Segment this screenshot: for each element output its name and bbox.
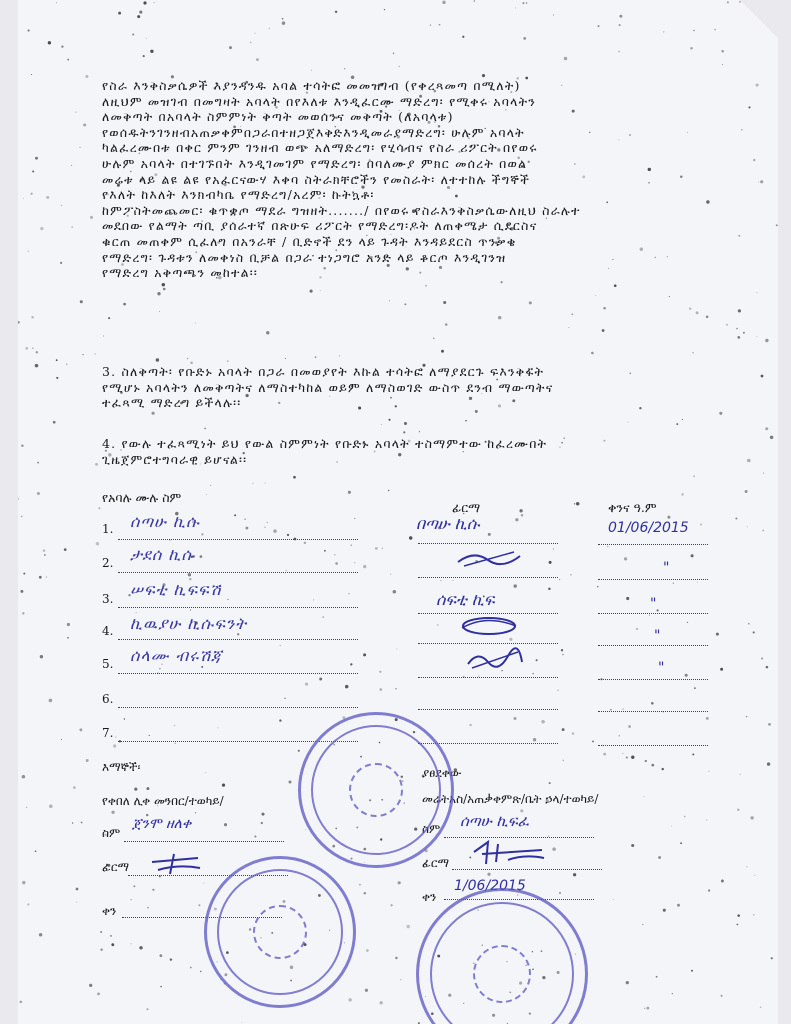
member-date: " <box>654 628 661 644</box>
row-number: 1. <box>102 522 114 536</box>
witnesses-title: እማኞች፡ <box>102 760 141 774</box>
date-line <box>598 578 708 580</box>
member-name: ሰጣሁ ኪሱ <box>130 512 200 531</box>
date-line <box>598 612 708 614</box>
left-name-line <box>124 840 284 842</box>
row-number: 6. <box>102 692 114 706</box>
approved-label: ያፀደቀው <box>422 766 462 780</box>
header-signature: ፊርማ <box>452 500 481 515</box>
document-page <box>18 0 778 1024</box>
row-number: 5. <box>102 657 114 671</box>
header-member-name: የአባሉ ሙሉ ስም <box>102 490 182 505</box>
right-signature-label: ፊርማ <box>422 856 450 870</box>
right-signature-line <box>452 868 602 870</box>
member-signature: ሰፍቲ ኪፍ <box>436 590 495 609</box>
left-name-value: ጀንሞ ዘለቀ <box>132 816 192 832</box>
official-seal-stamp <box>298 712 454 868</box>
member-date: " <box>658 660 665 676</box>
text-line: 3. ስለቅጣት፡ የቡድኑ አባላት በጋራ በመወያየት እኩል ተሳትፎ ለማያደርጉ ፍእንቅፋት <box>102 364 545 379</box>
right-date-value: 1/06/2015 <box>454 878 526 894</box>
name-line <box>118 571 358 573</box>
signature-line <box>418 708 558 710</box>
folded-corner <box>740 0 778 38</box>
paragraph-penalty <box>102 364 732 411</box>
text-line: መደበው የልማት ጣቢ ያሰራተኛ በጽሁፍ ሪፖርት የማድረግ፡ዶት ለጠቀሜታ ሲደርስና <box>102 218 538 234</box>
name-line <box>118 672 358 674</box>
text-line: የስራ እንቅስቃሴዎች እያንዳንዱ አባል ተሳትፎ መመዝገብ (የቀረጻመጣ በሚለት) <box>102 78 521 93</box>
text-line: ተፈጻሚ ማድረግ ይችላሉ፡፡ <box>102 395 242 411</box>
member-signature-scribble <box>464 646 524 672</box>
left-signature-label: ፊርማ <box>102 860 130 874</box>
signature-line <box>418 542 558 544</box>
date-line <box>598 678 708 680</box>
row-number: 3. <box>102 592 114 606</box>
date-line <box>598 644 708 646</box>
paragraph-activities <box>102 78 732 281</box>
paragraph-effectiveness <box>102 436 732 467</box>
text-line: ሁሉም አባላት በተገኙበት እንዲገመገም የማድረግ፡ በባለሙያ ምክር መሰረት በወል <box>102 155 528 171</box>
right-signature-scribble <box>468 838 548 868</box>
text-line: የማድረግ፡ ጉዳቱን ለመቀነስ ቢቻል በጋራ ተነጋግሮ አንድ ላይ ቆርጦ እንዲገንዝ <box>102 249 507 265</box>
official-seal-stamp <box>204 856 356 1008</box>
member-date: 01/06/2015 <box>608 520 689 536</box>
text-line: 4. የውሉ ተፈጻሚነት ይህ የውል ስምምነት የቡድኑ አባላት ተስማምተው ከፈረሙበት <box>102 436 548 451</box>
member-date: " <box>663 560 670 576</box>
right-name-value: ሰጣሁ ኪፍፈ <box>460 812 529 830</box>
row-number: 4. <box>102 624 114 638</box>
right-date-label: ቀን <box>422 890 437 904</box>
date-line <box>598 710 708 712</box>
member-date: " <box>650 596 657 612</box>
text-line: ለመቅጣት በአባላት ስምምነት ቅጣት መወሰንና መቅጣት (ለአባላቱ) <box>102 109 454 125</box>
text-line: የማድረግ አቅጣጫን መከተል፡፡ <box>102 265 259 281</box>
text-line: የእለት ከእለት እንክብካቤ የማድረግ/አረም፡ ኩትኳቶ፡ <box>102 187 375 203</box>
member-name: ሠፍቲ ኪፍፍሽ <box>130 580 222 599</box>
text-line: ከምፖስትመጨመር፡ ቁጥቋጦ ማደራ ግዝዘት......./ በየወሩ የስራእንቅስቃሴውለዚህ ስራሉተ <box>102 202 581 218</box>
member-name: ሰላሙ ብሩሽጃ <box>130 646 223 665</box>
signature-line <box>418 642 558 644</box>
right-name-label: ስም <box>422 822 441 836</box>
text-line: ካልፈረሙበቱ በቀር ምንም ገንዘብ ወጭ አለማድረግ፡ የሂሳብና የስራ ሪፖርት በየወሩ <box>102 140 538 156</box>
left-signature-scribble <box>148 850 204 876</box>
member-signature: በጣሁ ኪሱ <box>416 514 480 533</box>
signature-line <box>418 676 558 678</box>
text-line: ለዚህም መዝገብ በመግዛት አባላት በየእለቱ እንዲፈርሙ ማድረግ፡ የሚቀሩ አባላትን <box>102 93 536 109</box>
member-name: ኪዉያሁ ኪሱፍንት <box>130 614 248 633</box>
text-line: ጊዜጀምሮተግባራዊ ይሆናል፡፡ <box>102 451 248 467</box>
header-date: ቀንና ዓ.ም <box>608 500 657 515</box>
text-line: ቁርጠ መጠቀም ሲፈለግ በአንራቸ / ቢድኖች ደን ላይ ጉዳት እንዳይደርስ ጥንቃቄ <box>102 233 517 249</box>
member-name: ታደሰ ኪሱ <box>130 545 196 564</box>
received-by-label: የቀበለ ሊቀ መንበር/ተወካይ/ <box>102 794 224 808</box>
left-date-label: ቀን <box>102 904 117 918</box>
member-signature-scribble <box>456 614 522 638</box>
name-line <box>118 538 358 540</box>
date-line <box>598 744 708 746</box>
row-number: 2. <box>102 556 114 570</box>
text-line: የወሰዱትንገንዘብአጠቃቀምበጋራበተዘጋጀእቅድእንዲመራያማድረግ፡ ሁሉም አባላት <box>102 124 525 140</box>
text-line: የሚሆኑ አባላትን ለመቅጣትና ለማስተካከል ወይም ለማስወገድ ውስጥ ደንብ ማውጣትና <box>102 379 554 395</box>
member-signature-scribble <box>454 548 524 570</box>
name-line <box>118 638 358 640</box>
signature-line <box>418 576 558 578</box>
left-name-label: ስም <box>102 826 121 840</box>
office-label: መሬትአስ/አጠቃቀምጽ/ቤት ኃላ/ተወካይ/ <box>422 792 599 806</box>
name-line <box>118 706 358 708</box>
text-line: መሬቱ ላይ ልዩ ልዩ የአፈርናውሃ እቀባ ስትራክቸሮችን የመስራት፡ ለተተከሉ ችግኞች <box>102 171 531 187</box>
row-number: 7. <box>102 726 114 740</box>
name-line <box>118 606 358 608</box>
date-line <box>598 543 708 545</box>
